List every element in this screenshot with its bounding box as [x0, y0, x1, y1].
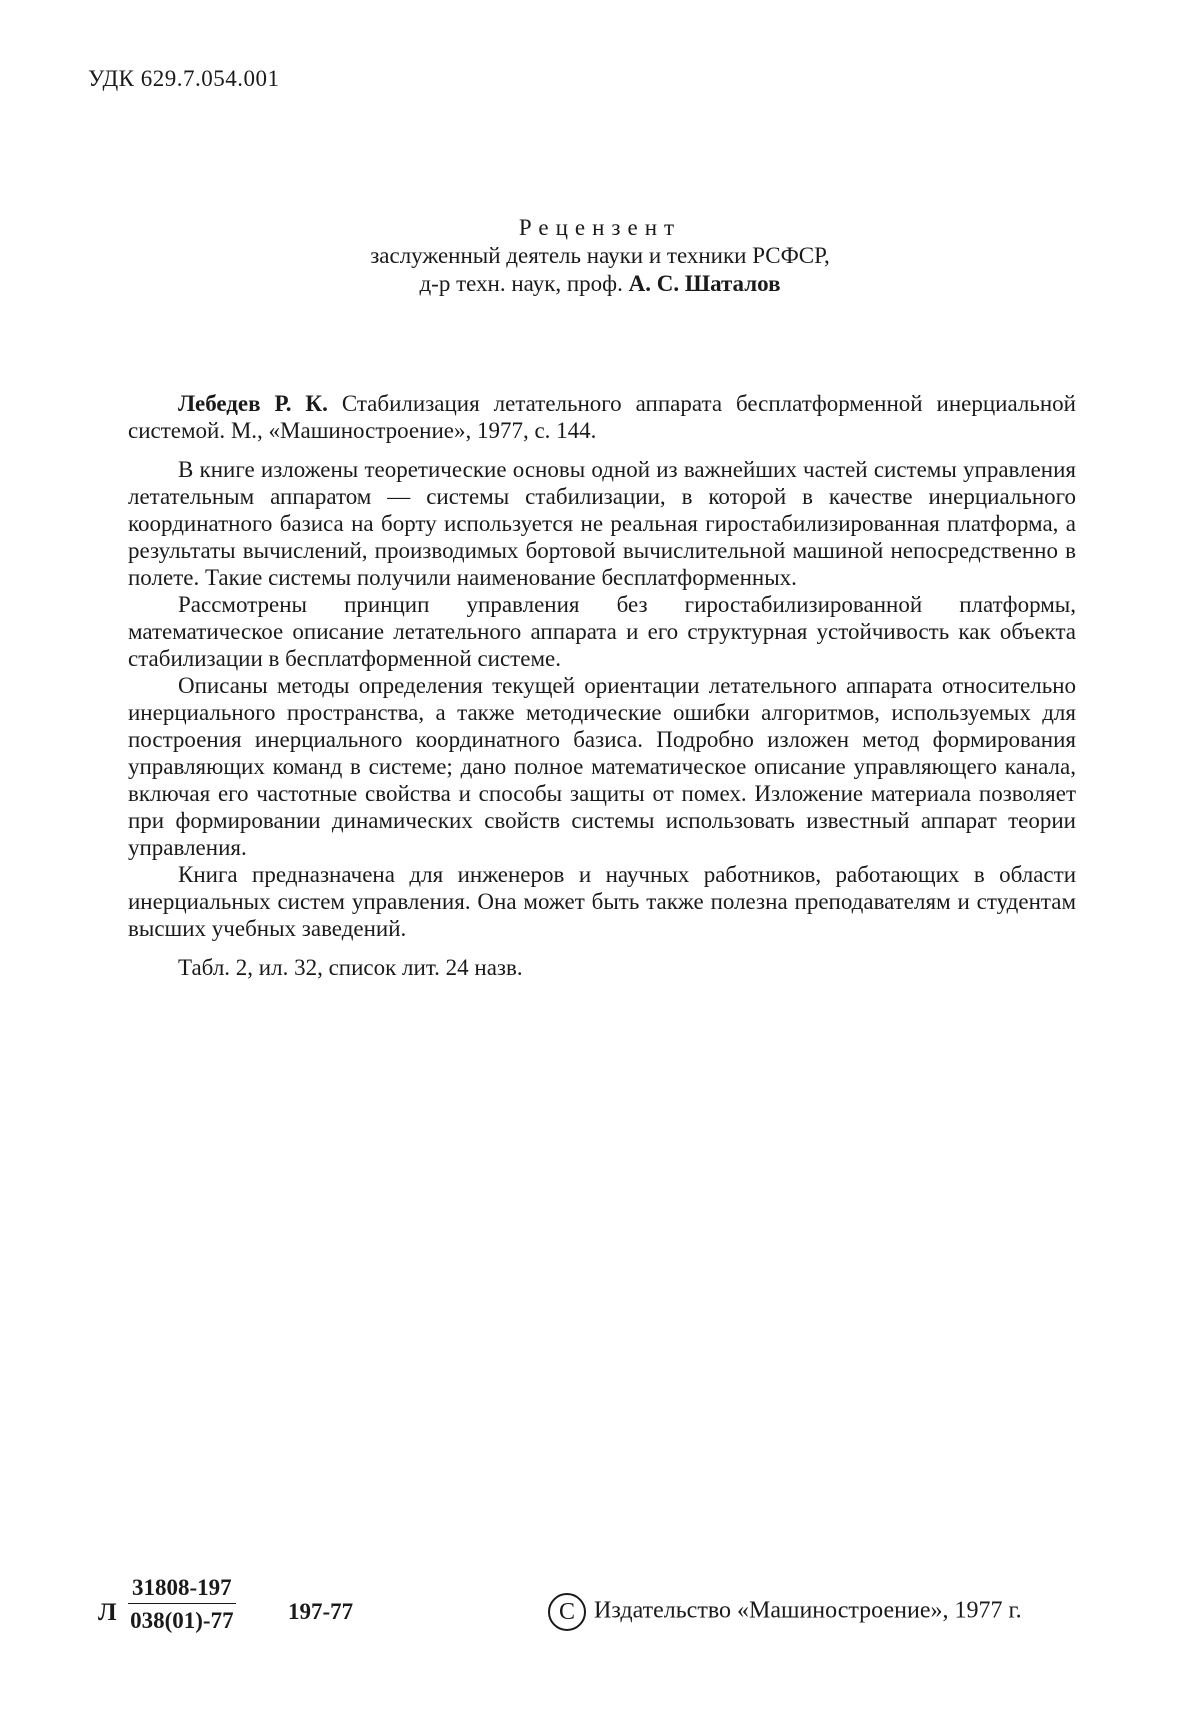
- copyright-text: Издательство «Машиностроение», 1977 г.: [594, 1597, 1022, 1624]
- reviewer-credentials: [220, 270, 980, 298]
- copyright-line: [548, 1593, 1022, 1631]
- reviewer-title: заслуженный деятель науки и техники РСФСР,: [370, 243, 830, 268]
- index-fraction: [128, 1575, 236, 1634]
- udc-code: УДК 629.7.054.001: [88, 66, 280, 91]
- annotation: [128, 390, 1076, 981]
- bibliographic-description: [128, 390, 1076, 444]
- copyright-icon: C: [548, 1593, 586, 1631]
- index-letter: Л: [98, 1599, 117, 1626]
- annotation-paragraph: Описаны методы определения текущей ориентации летательного аппарата относительно инерциального пространства, а также методические ошибки алгоритмов, используемых для построения инерциального координатного базиса. Подробно изложен метод формирования управляющих команд в системе; дано полное математическое описание управляющего канала, включая его частотные свойства и способы защиты от помех. Изложение материала позволяет при формировании динамических свойств системы использовать известный аппарат теории управления.: [128, 673, 1076, 860]
- annotation-paragraph: В книге изложены теоретические основы одной из важнейших частей системы управления летательным аппаратом — системы стабилизации, в которой в качестве инерциального координатного базиса на борту используется не реальная гиростабилизированная платформа, а результаты вычислений, производимых бортовой вычислительной машиной непосредственно в полете. Такие системы получили наименование бесплатформенных.: [128, 457, 1076, 590]
- index-code: [98, 1575, 398, 1665]
- annotation-paragraph: Рассмотрены принцип управления без гиростабилизированной платформы, математическое описание летательного аппарата и его структурная устойчивость как объекта стабилизации в бесплатформенной системе.: [128, 592, 1076, 671]
- bib-rest: Стабилизация летательного аппарата бесплатформенной инерциальной системой. М., «Машиностроение», 1977, с. 144.: [128, 391, 1076, 443]
- annotation-paragraph: Книга предназначена для инженеров и научных работников, работающих в области инерциальных систем управления. Она может быть также полезна преподавателям и студентам высших учебных заведений.: [128, 862, 1076, 941]
- table-info: Табл. 2, ил. 32, список лит. 24 назв.: [178, 955, 523, 980]
- index-suffix: 197-77: [288, 1599, 354, 1624]
- reviewer-name: А. С. Шаталов: [628, 271, 781, 296]
- index-denominator: 038(01)-77: [130, 1608, 234, 1633]
- reviewer-heading: Рецензент: [518, 215, 682, 240]
- index-numerator: 31808-197: [128, 1575, 236, 1604]
- reviewer-block: [220, 214, 980, 298]
- bib-author: Лебедев Р. К.: [178, 391, 328, 416]
- reviewer-degree: д-р техн. наук, проф.: [419, 271, 623, 296]
